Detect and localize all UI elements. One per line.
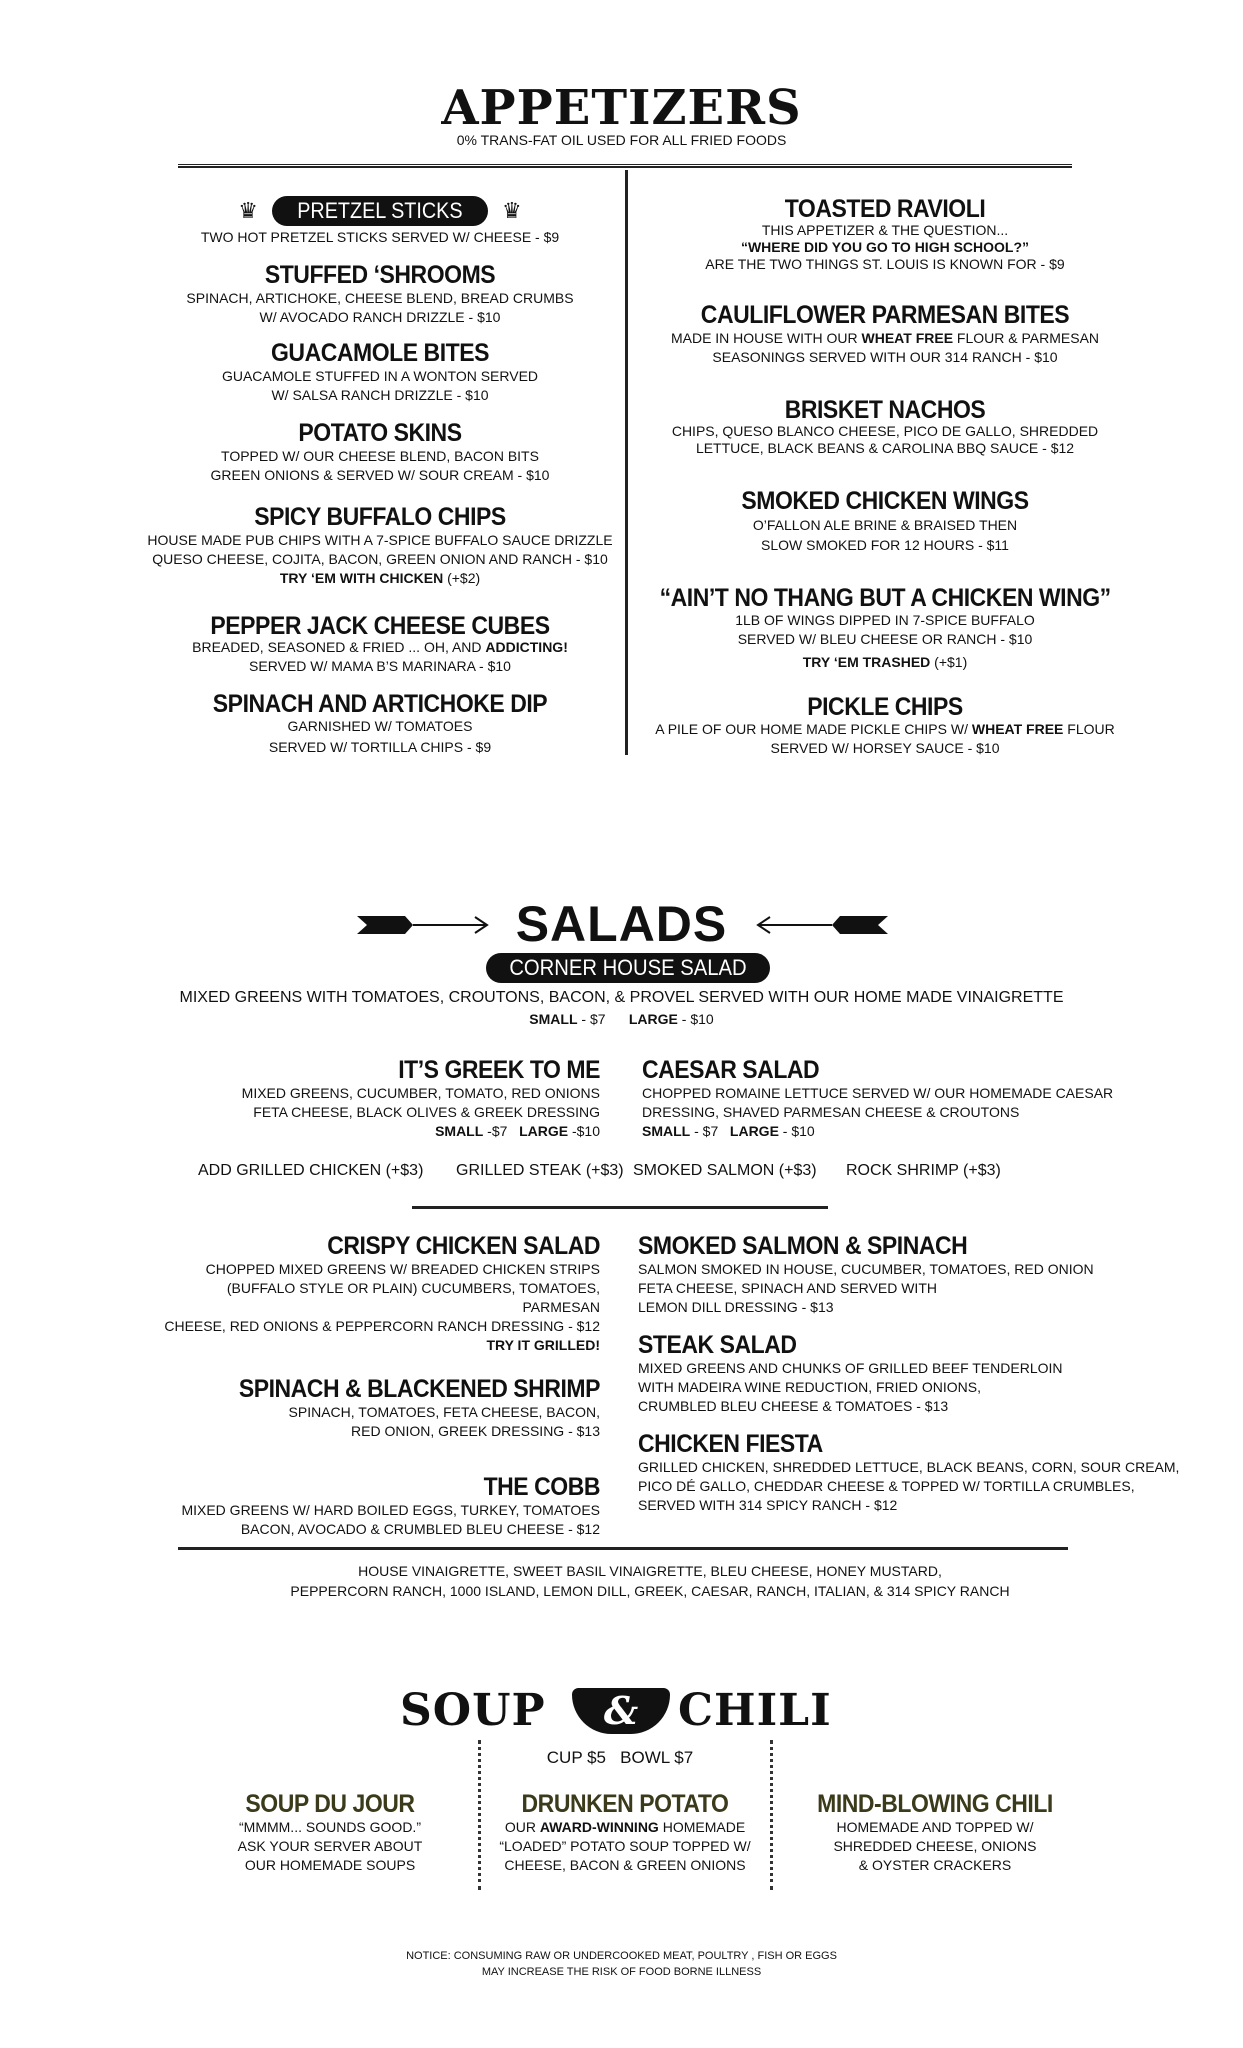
item-desc: HOMEMADE bbox=[658, 1819, 746, 1835]
item-extra-bold: TRY IT GRILLED! bbox=[486, 1337, 600, 1353]
item-name: SMOKED CHICKEN WINGS bbox=[741, 487, 1029, 515]
item-name: SPINACH AND ARTICHOKE DIP bbox=[212, 690, 548, 718]
item-desc: CHOPPED ROMAINE LETTUCE SERVED W/ OUR HOMEMADE CAESAR DRESSING, SHAVED PARMESAN CHEESE & CROUTONS bbox=[642, 1085, 1114, 1120]
appetizers-title: APPETIZERS bbox=[441, 80, 802, 136]
item-desc-bold: WHEAT FREE bbox=[861, 330, 954, 346]
item-desc: ARE THE TWO THINGS ST. LOUIS IS KNOWN FOR - $9 bbox=[705, 256, 1065, 272]
drunken-potato bbox=[490, 1790, 760, 1875]
large-label: LARGE bbox=[628, 1011, 678, 1027]
item-desc-bold: WHEAT FREE bbox=[971, 721, 1064, 737]
menu-item bbox=[638, 1232, 1138, 1317]
item-desc-bold: AWARD-WINNING bbox=[539, 1819, 659, 1835]
item-name: SPICY BUFFALO CHIPS bbox=[254, 503, 506, 531]
item-desc: SPINACH, TOMATOES, FETA CHEESE, BACON, RED ONION, GREEK DRESSING - $13 bbox=[288, 1404, 600, 1439]
item-extra-bold: TRY ‘EM WITH CHICKEN bbox=[279, 570, 444, 586]
item-name: DRUNKEN POTATO bbox=[521, 1790, 729, 1818]
item-desc: SALMON SMOKED IN HOUSE, CUCUMBER, TOMATOES, RED ONION FETA CHEESE, SPINACH AND SERVED WITH LEMON DILL DRESSING - $13 bbox=[638, 1261, 1094, 1315]
arrow-right-icon bbox=[357, 912, 497, 938]
item-name: PEPPER JACK CHEESE CUBES bbox=[210, 612, 550, 640]
corner-house-prices bbox=[0, 1009, 1243, 1029]
item-desc: MIXED GREENS AND CHUNKS OF GRILLED BEEF TENDERLOIN WITH MADEIRA WINE REDUCTION, FRIED ONIONS, CRUMBLED BLEU CHEESE & TOMATOES - $13 bbox=[638, 1360, 1063, 1414]
item-name: GUACAMOLE BITES bbox=[270, 339, 489, 367]
soup-title: SOUP bbox=[400, 1685, 546, 1736]
addons-rule bbox=[412, 1206, 828, 1209]
item-desc: MADE IN HOUSE WITH OUR bbox=[670, 330, 862, 346]
chili-title: CHILI bbox=[678, 1685, 832, 1736]
item-desc: CHOPPED MIXED GREENS W/ BREADED CHICKEN STRIPS (BUFFALO STYLE OR PLAIN) CUCUMBERS, TOMATOES, PARMESAN CHEESE, RED ONIONS & PEPPERCORN RANCH DRESSING - $12 bbox=[164, 1261, 600, 1334]
small-label: SMALL bbox=[529, 1011, 578, 1027]
item-desc: HOMEMADE AND TOPPED W/ SHREDDED CHEESE, ONIONS & OYSTER CRACKERS bbox=[833, 1819, 1037, 1873]
item-extra-bold: TRY ‘EM TRASHED bbox=[802, 654, 931, 670]
appetizers-top-rule bbox=[178, 164, 1072, 168]
item-name: CHICKEN FIESTA bbox=[638, 1430, 823, 1458]
appetizers-right-column bbox=[640, 196, 1130, 758]
food-safety-notice: NOTICE: CONSUMING RAW OR UNDERCOOKED MEAT, POULTRY , FISH OR EGGS MAY INCREASE THE RISK OF FOOD BORNE ILLNESS bbox=[406, 1950, 837, 1978]
crown-icon: ♛ bbox=[502, 198, 522, 223]
item-name: IT’S GREEK TO ME bbox=[398, 1056, 600, 1084]
menu-item bbox=[640, 397, 1130, 457]
menu-item bbox=[640, 487, 1130, 555]
item-extra: (+$1) bbox=[930, 654, 968, 670]
small-label: SMALL bbox=[642, 1123, 691, 1139]
item-desc: GUACAMOLE STUFFED IN A WONTON SERVED W/ SALSA RANCH DRIZZLE - $10 bbox=[221, 368, 539, 403]
item-name: MIND-BLOWING CHILI bbox=[817, 1790, 1053, 1818]
item-name: PRETZEL STICKS bbox=[297, 198, 463, 223]
menu-item bbox=[640, 196, 1130, 273]
mind-blowing-chili bbox=[800, 1790, 1070, 1875]
menu-item bbox=[150, 1375, 600, 1441]
dressings-rule bbox=[178, 1547, 1068, 1550]
item-name: SMOKED SALMON & SPINACH bbox=[638, 1232, 968, 1260]
menu-item bbox=[140, 614, 620, 676]
addon-rock-shrimp: ROCK SHRIMP (+$3) bbox=[846, 1162, 1001, 1179]
menu-item bbox=[140, 339, 620, 405]
menu-item bbox=[150, 1232, 600, 1355]
bowl-ampersand-icon bbox=[572, 1688, 670, 1734]
item-desc: THIS APPETIZER & THE QUESTION... bbox=[761, 222, 1009, 238]
menu-item bbox=[640, 694, 1130, 758]
pretzel-sticks-pill bbox=[272, 196, 488, 226]
item-name: THE COBB bbox=[483, 1473, 600, 1501]
menu-item bbox=[140, 261, 620, 327]
large-price: -$10 bbox=[568, 1123, 600, 1139]
item-desc: FLOUR & PARMESAN bbox=[953, 330, 1100, 346]
addon-smoked-salmon: SMOKED SALMON (+$3) bbox=[633, 1162, 817, 1179]
menu-item bbox=[140, 419, 620, 485]
small-price: -$7 bbox=[483, 1123, 508, 1139]
salads-right-column bbox=[638, 1232, 1180, 1515]
large-price: - $10 bbox=[778, 1123, 815, 1139]
soup-divider-left bbox=[478, 1740, 481, 1890]
crown-icon: ♛ bbox=[238, 198, 258, 223]
item-desc-bold: “WHERE DID YOU GO TO HIGH SCHOOL?” bbox=[740, 239, 1030, 255]
item-desc: TOPPED W/ OUR CHEESE BLEND, BACON BITS GREEN ONIONS & SERVED W/ SOUR CREAM - $10 bbox=[210, 448, 550, 483]
item-name: CAESAR SALAD bbox=[642, 1056, 820, 1084]
large-price: - $10 bbox=[677, 1011, 714, 1027]
item-name: STEAK SALAD bbox=[638, 1331, 797, 1359]
appetizers-divider bbox=[625, 170, 628, 755]
featured-appetizer bbox=[140, 196, 620, 226]
item-name: STUFFED ‘SHROOMS bbox=[264, 261, 496, 289]
soup-du-jour bbox=[200, 1790, 460, 1875]
item-name: CAULIFLOWER PARMESAN BITES bbox=[700, 301, 1070, 329]
item-name: “AIN’T NO THANG BUT A CHICKEN WING” bbox=[659, 584, 1111, 612]
item-desc: GRILLED CHICKEN, SHREDDED LETTUCE, BLACK BEANS, CORN, SOUR CREAM, PICO DÉ GALLO, CHEDDAR CHEESE & TOPPED W/ TORTILLA CRUMBLES, SERVED WITH 314 SPICY RANCH - $12 bbox=[638, 1459, 1180, 1513]
small-price: - $7 bbox=[577, 1011, 606, 1027]
small-label: SMALL bbox=[435, 1123, 484, 1139]
addon-grilled-chicken: ADD GRILLED CHICKEN (+$3) bbox=[198, 1162, 424, 1179]
menu-item bbox=[140, 692, 620, 758]
arrow-left-icon bbox=[748, 912, 888, 938]
menu-item bbox=[150, 1473, 600, 1539]
menu-item bbox=[640, 585, 1130, 672]
greek-salad bbox=[180, 1056, 600, 1141]
item-desc: SERVED W/ HORSEY SAUCE - $10 bbox=[770, 740, 1000, 756]
salad-addons bbox=[0, 1162, 1243, 1184]
item-desc: FLOUR bbox=[1063, 721, 1115, 737]
small-price: - $7 bbox=[690, 1123, 719, 1139]
item-name: PICKLE CHIPS bbox=[807, 693, 963, 721]
item-desc: TWO HOT PRETZEL STICKS SERVED W/ CHEESE - $9 bbox=[200, 229, 560, 245]
item-desc: MIXED GREENS, CUCUMBER, TOMATO, RED ONIONS FETA CHEESE, BLACK OLIVES & GREEK DRESSING bbox=[241, 1085, 600, 1120]
item-name: BRISKET NACHOS bbox=[784, 396, 986, 424]
item-name: SPINACH & BLACKENED SHRIMP bbox=[238, 1375, 600, 1403]
item-desc-bold: ADDICTING! bbox=[485, 639, 568, 655]
addon-grilled-steak: GRILLED STEAK (+$3) bbox=[456, 1162, 624, 1179]
corner-house-salad-pill bbox=[486, 953, 770, 983]
item-desc: SEASONINGS SERVED WITH OUR 314 RANCH - $10 bbox=[712, 349, 1058, 365]
appetizers-left-column bbox=[140, 196, 620, 758]
item-desc: CHIPS, QUESO BLANCO CHEESE, PICO DE GALLO, SHREDDED LETTUCE, BLACK BEANS & CAROLINA BBQ SAUCE - $12 bbox=[671, 423, 1099, 456]
soup-prices: CUP $5 BOWL $7 bbox=[546, 1748, 694, 1767]
item-desc: 1LB OF WINGS DIPPED IN 7-SPICE BUFFALO SERVED W/ BLEU CHEESE OR RANCH - $10 bbox=[735, 612, 1035, 647]
item-name: CORNER HOUSE SALAD bbox=[509, 955, 747, 980]
menu-item bbox=[638, 1331, 1138, 1416]
salads-title: SALADS bbox=[515, 896, 728, 952]
soup-divider-right bbox=[770, 1740, 773, 1890]
menu-item bbox=[640, 301, 1130, 367]
item-name: CRISPY CHICKEN SALAD bbox=[327, 1232, 600, 1260]
item-desc: “LOADED” POTATO SOUP TOPPED W/ CHEESE, BACON & GREEN ONIONS bbox=[499, 1838, 751, 1873]
item-name: POTATO SKINS bbox=[298, 419, 462, 447]
item-desc: BREADED, SEASONED & FRIED ... OH, AND bbox=[192, 639, 486, 655]
item-desc: HOUSE MADE PUB CHIPS WITH A 7-SPICE BUFFALO SAUCE DRIZZLE QUESO CHEESE, COJITA, BACON, GREEN ONION AND RANCH - $10 bbox=[147, 532, 613, 567]
item-name: TOASTED RAVIOLI bbox=[784, 195, 986, 223]
dressings-list: HOUSE VINAIGRETTE, SWEET BASIL VINAIGRETTE, BLEU CHEESE, HONEY MUSTARD, PEPPERCORN RANCH, 1000 ISLAND, LEMON DILL, GREEK, CAESAR, RANCH, ITALIAN, & 314 SPICY RANCH bbox=[290, 1563, 1010, 1599]
item-desc: “MMMM... SOUNDS GOOD.” ASK YOUR SERVER ABOUT OUR HOMEMADE SOUPS bbox=[237, 1819, 423, 1873]
item-name: SOUP DU JOUR bbox=[245, 1790, 415, 1818]
menu-item bbox=[638, 1430, 1180, 1515]
item-extra: (+$2) bbox=[443, 570, 481, 586]
large-label: LARGE bbox=[519, 1123, 569, 1139]
caesar-salad bbox=[642, 1056, 1122, 1141]
ampersand: & bbox=[603, 1688, 639, 1733]
corner-house-desc: MIXED GREENS WITH TOMATOES, CROUTONS, BACON, & PROVEL SERVED WITH OUR HOME MADE VINAIGRETTE bbox=[179, 989, 1064, 1006]
item-desc: OUR bbox=[504, 1819, 540, 1835]
item-desc: SERVED W/ MAMA B’S MARINARA - $10 bbox=[249, 658, 511, 674]
item-desc: MIXED GREENS W/ HARD BOILED EGGS, TURKEY, TOMATOES BACON, AVOCADO & CRUMBLED BLEU CHEESE - $12 bbox=[181, 1502, 600, 1537]
item-desc: O’FALLON ALE BRINE & BRAISED THEN SLOW SMOKED FOR 12 HOURS - $11 bbox=[752, 517, 1018, 553]
appetizers-subtitle: 0% TRANS-FAT OIL USED FOR ALL FRIED FOODS bbox=[456, 132, 787, 148]
item-desc: GARNISHED W/ TOMATOES SERVED W/ TORTILLA CHIPS - $9 bbox=[268, 718, 492, 755]
salads-left-column bbox=[150, 1232, 600, 1539]
menu-item bbox=[140, 503, 620, 588]
large-label: LARGE bbox=[729, 1123, 779, 1139]
item-desc: SPINACH, ARTICHOKE, CHEESE BLEND, BREAD CRUMBS W/ AVOCADO RANCH DRIZZLE - $10 bbox=[186, 290, 574, 325]
item-desc: A PILE OF OUR HOME MADE PICKLE CHIPS W/ bbox=[655, 721, 972, 737]
